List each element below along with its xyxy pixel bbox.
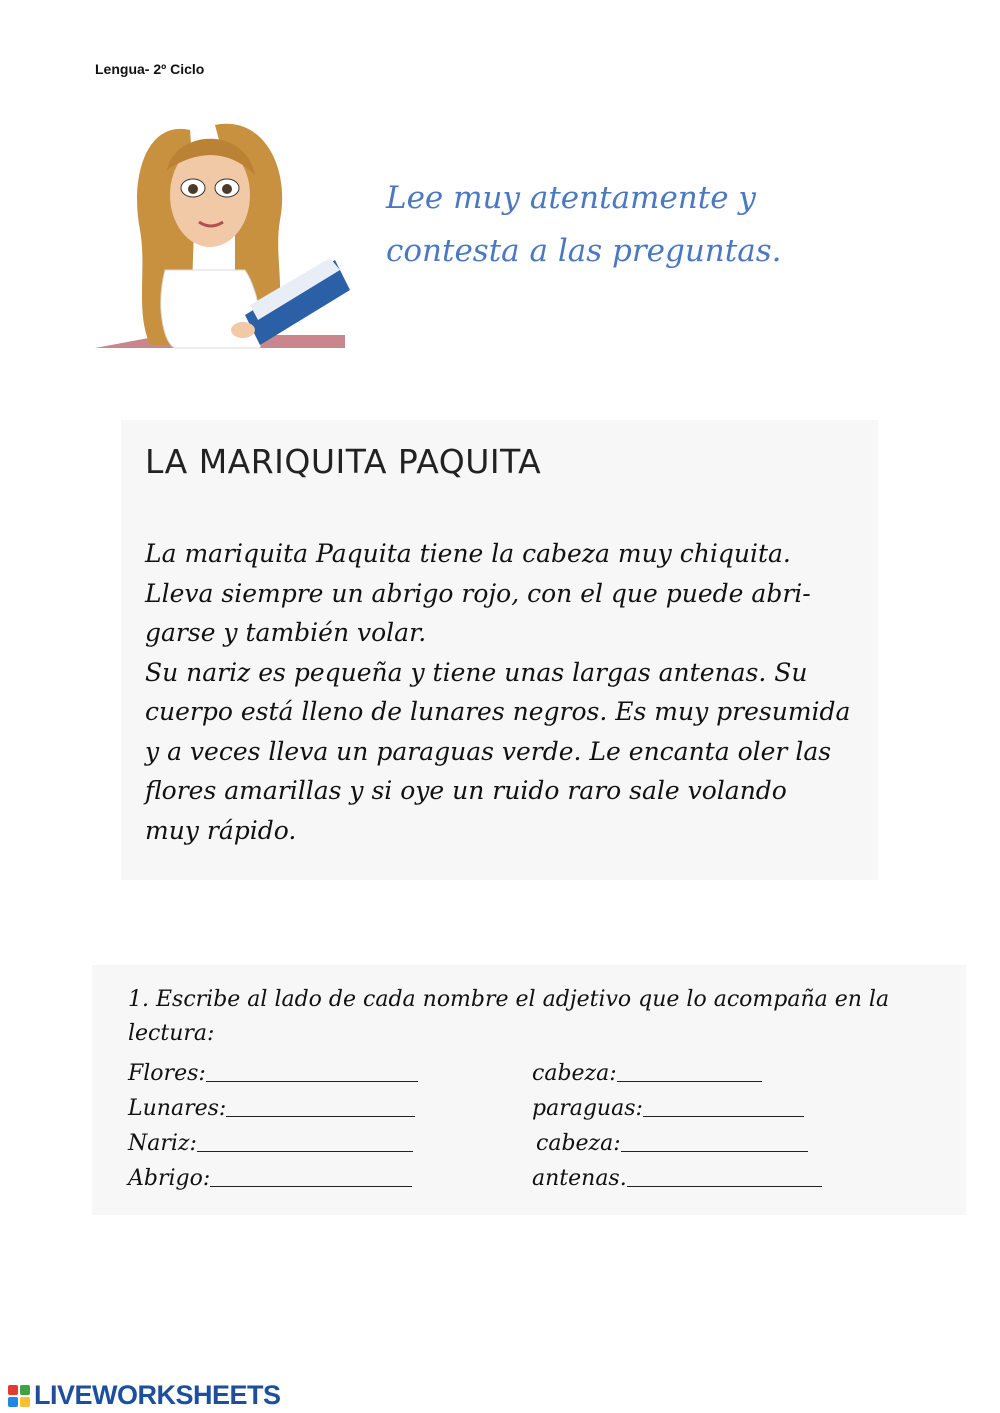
- answer-line[interactable]: [210, 1186, 412, 1187]
- liveworksheets-logo[interactable]: [8, 1380, 281, 1411]
- field-label: paraguas:: [532, 1096, 643, 1121]
- reading-line: La mariquita Paquita tiene la cabeza muy chiquita.: [145, 539, 791, 568]
- answer-field-antenas[interactable]: [532, 1161, 822, 1191]
- instruction-line-2: contesta a las preguntas.: [386, 233, 782, 269]
- answer-line[interactable]: [643, 1116, 804, 1117]
- reading-text: [145, 534, 885, 850]
- reading-line: garse y también volar.: [145, 618, 427, 647]
- answer-line[interactable]: [621, 1151, 808, 1152]
- reading-line: Lleva siempre un abrigo rojo, con el que puede abri-: [145, 578, 811, 608]
- field-label: Abrigo:: [128, 1166, 211, 1191]
- teacher-avatar-illustration: [95, 110, 355, 350]
- reading-line: cuerpo está lleno de lunares negros. Es muy presumida: [145, 697, 851, 726]
- reading-panel: [121, 420, 878, 880]
- answer-field-flores[interactable]: [128, 1056, 418, 1086]
- answer-line[interactable]: [617, 1081, 762, 1082]
- reading-line: y a veces lleva un paraguas verde. Le encanta oler las: [145, 736, 832, 766]
- answer-line[interactable]: [197, 1151, 413, 1152]
- answer-field-cabeza[interactable]: [532, 1056, 762, 1086]
- exercise-prompt-line-2: lectura:: [128, 1021, 215, 1046]
- reading-line: Su nariz es pequeña y tiene unas largas antenas. Su: [145, 657, 808, 687]
- answer-field-lunares[interactable]: [128, 1091, 415, 1121]
- field-label: Lunares:: [128, 1096, 227, 1121]
- instruction-text: [386, 172, 906, 278]
- answer-field-nariz[interactable]: [128, 1126, 413, 1156]
- answer-field-cabeza-2[interactable]: [536, 1126, 808, 1156]
- answer-field-abrigo[interactable]: [128, 1161, 412, 1191]
- reading-line: muy rápido.: [145, 815, 297, 845]
- field-label: Nariz:: [128, 1131, 197, 1156]
- answer-line[interactable]: [627, 1186, 822, 1187]
- answer-field-paraguas[interactable]: [532, 1091, 804, 1121]
- field-label: Flores:: [128, 1061, 206, 1086]
- field-label: cabeza:: [532, 1061, 617, 1086]
- exercise-prompt-line-1: 1. Escribe al lado de cada nombre el adjetivo que lo acompaña en la: [128, 987, 890, 1012]
- exercise-prompt: [128, 983, 948, 1051]
- instruction-line-1: Lee muy atentamente y: [386, 180, 756, 216]
- liveworksheets-blocks-icon: [8, 1385, 30, 1407]
- liveworksheets-brand-text: LIVEWORKSHEETS: [34, 1380, 281, 1410]
- reading-title: LA MARIQUITA PAQUITA: [145, 442, 542, 481]
- reading-line: flores amarillas y si oye un ruido raro sale volando: [145, 776, 787, 805]
- exercise-panel: [92, 965, 966, 1215]
- field-label: cabeza:: [536, 1131, 621, 1156]
- field-label: antenas.: [532, 1166, 627, 1191]
- answer-line[interactable]: [206, 1081, 418, 1082]
- answer-line[interactable]: [226, 1116, 415, 1117]
- page-header-label: Lengua- 2º Ciclo: [95, 61, 205, 77]
